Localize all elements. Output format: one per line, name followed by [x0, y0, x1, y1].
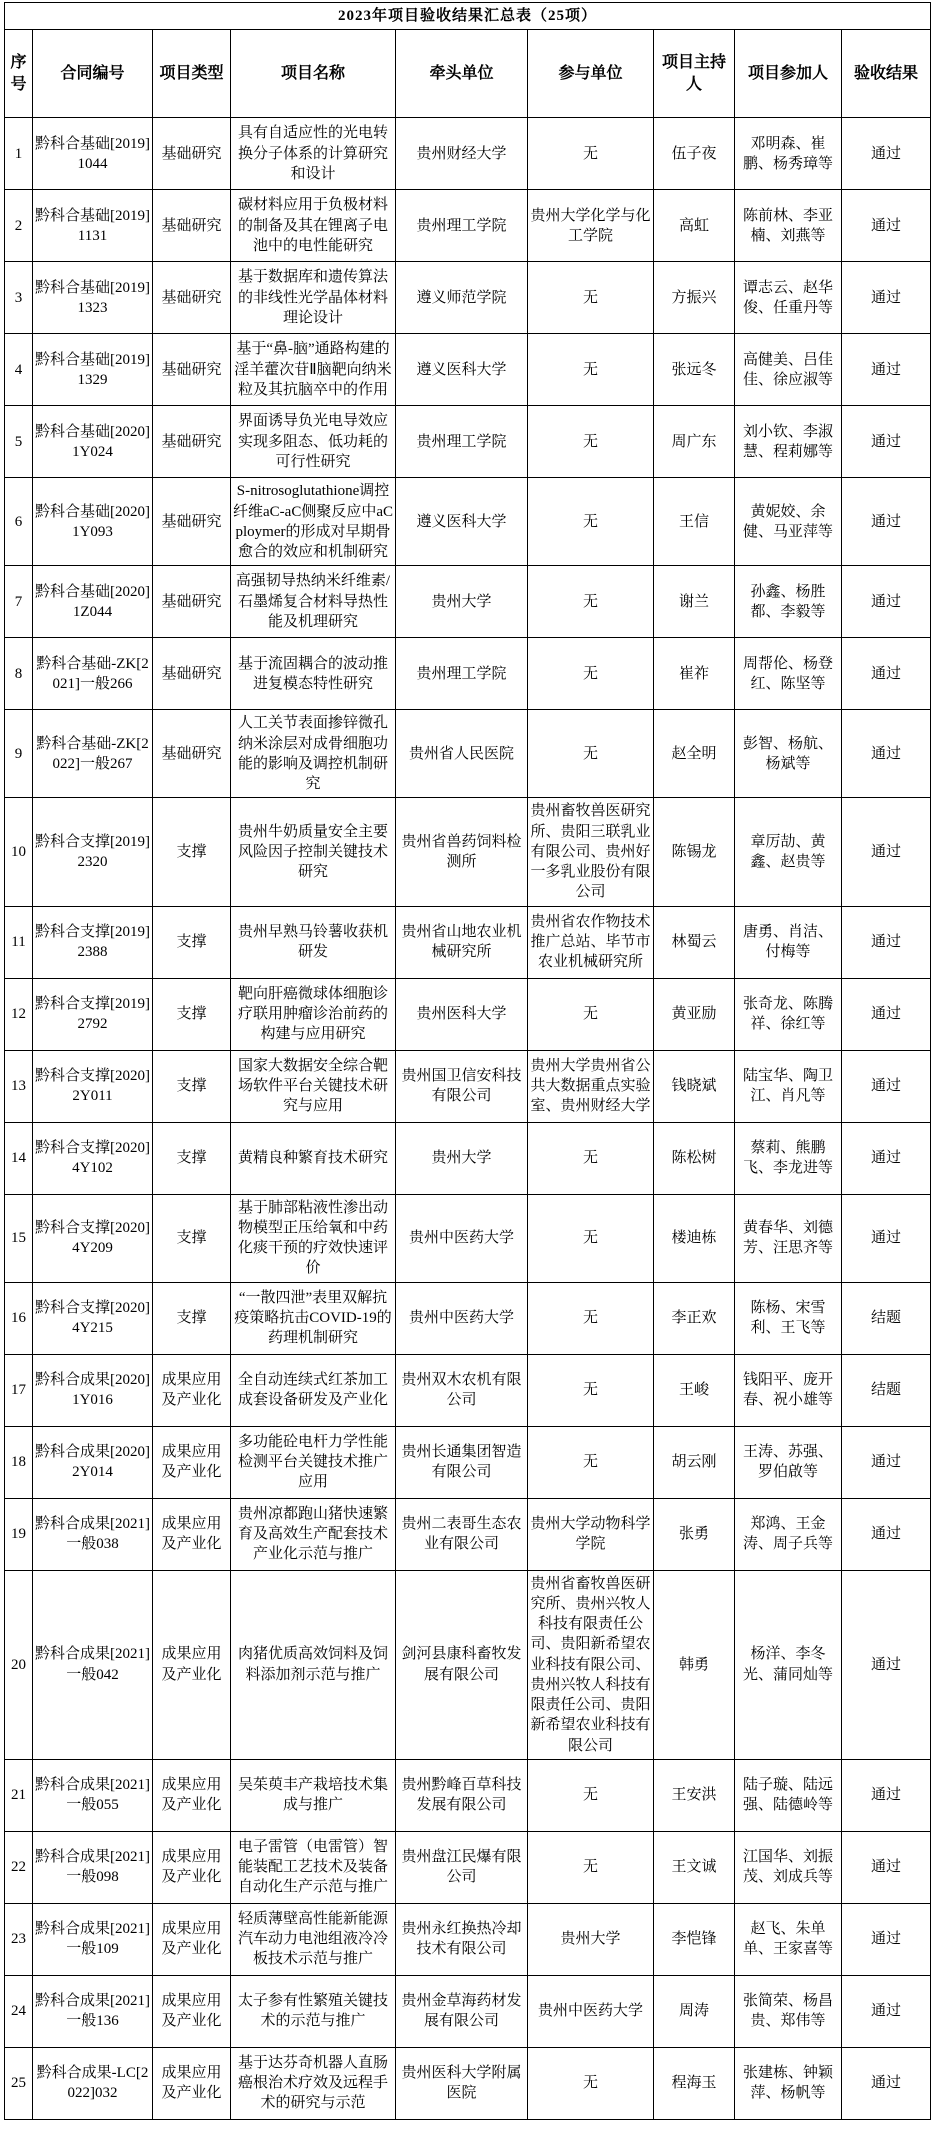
cell-lead: 遵义师范学院 — [396, 262, 528, 334]
cell-leader: 黄亚励 — [654, 978, 735, 1050]
header-leader: 项目主持人 — [654, 30, 735, 118]
table-row — [5, 1426, 931, 1498]
cell-partner: 贵州大学贵州省公共大数据重点实验室、贵州财经大学 — [528, 1050, 654, 1122]
cell-name: 基于流固耦合的波动推进复模态特性研究 — [231, 638, 396, 710]
table-row — [5, 1194, 931, 1282]
cell-name: S-nitrosoglutathione调控纤维aC-aC侧聚反应中aC ploymer的形成对早期骨愈合的效应和机制研究 — [231, 478, 396, 566]
cell-participants: 张建栋、钟颖萍、杨帆等 — [735, 2047, 842, 2119]
cell-lead: 贵州中医药大学 — [396, 1282, 528, 1354]
cell-participants: 张奇龙、陈腾祥、徐红等 — [735, 978, 842, 1050]
cell-leader: 王文诚 — [654, 1831, 735, 1903]
cell-contract: 黔科合成果[2021]一般136 — [33, 1975, 153, 2047]
cell-type: 基础研究 — [153, 262, 231, 334]
cell-participants: 邓明森、崔鹏、杨秀璋等 — [735, 118, 842, 190]
cell-no: 3 — [5, 262, 33, 334]
cell-result: 通过 — [842, 906, 931, 978]
cell-partner: 无 — [528, 2047, 654, 2119]
cell-result: 通过 — [842, 1831, 931, 1903]
cell-participants: 蔡莉、熊鹏飞、李龙进等 — [735, 1122, 842, 1194]
cell-no: 1 — [5, 118, 33, 190]
cell-result: 通过 — [842, 2047, 931, 2119]
cell-type: 支撑 — [153, 906, 231, 978]
cell-name: 轻质薄壁高性能新能源汽车动力电池组液冷冷板技术示范与推广 — [231, 1903, 396, 1975]
table-row — [5, 1354, 931, 1426]
cell-no: 17 — [5, 1354, 33, 1426]
cell-partner: 贵州大学化学与化工学院 — [528, 190, 654, 262]
cell-leader: 赵全明 — [654, 710, 735, 798]
cell-lead: 贵州医科大学 — [396, 978, 528, 1050]
table-row — [5, 710, 931, 798]
cell-participants: 张简荣、杨昌贵、郑伟等 — [735, 1975, 842, 2047]
cell-partner: 贵州大学动物科学学院 — [528, 1498, 654, 1570]
cell-participants: 江国华、刘振茂、刘成兵等 — [735, 1831, 842, 1903]
cell-name: 碳材料应用于负极材料的制备及其在锂离子电池中的电性能研究 — [231, 190, 396, 262]
cell-leader: 王信 — [654, 478, 735, 566]
cell-participants: 赵飞、朱单单、王家喜等 — [735, 1903, 842, 1975]
cell-name: 基于达芬奇机器人直肠癌根治术疗效及远程手术的研究与示范 — [231, 2047, 396, 2119]
cell-type: 基础研究 — [153, 190, 231, 262]
cell-no: 9 — [5, 710, 33, 798]
cell-name: 全自动连续式红茶加工成套设备研发及产业化 — [231, 1354, 396, 1426]
cell-lead: 贵州理工学院 — [396, 406, 528, 478]
cell-type: 支撑 — [153, 798, 231, 906]
cell-no: 5 — [5, 406, 33, 478]
cell-no: 12 — [5, 978, 33, 1050]
cell-partner: 无 — [528, 1831, 654, 1903]
cell-partner: 无 — [528, 710, 654, 798]
cell-no: 20 — [5, 1570, 33, 1759]
table-body — [5, 118, 931, 2120]
cell-type: 基础研究 — [153, 406, 231, 478]
header-row — [5, 30, 931, 118]
table-row — [5, 906, 931, 978]
title-row — [5, 3, 931, 30]
cell-result: 通过 — [842, 798, 931, 906]
cell-leader: 陈锡龙 — [654, 798, 735, 906]
cell-result: 通过 — [842, 1759, 931, 1831]
cell-participants: 王涛、苏强、罗伯啟等 — [735, 1426, 842, 1498]
cell-leader: 林蜀云 — [654, 906, 735, 978]
cell-partner: 无 — [528, 566, 654, 638]
cell-contract: 黔科合成果[2021]一般109 — [33, 1903, 153, 1975]
cell-name: 靶向肝癌微球体细胞诊疗联用肿瘤诊治前药的构建与应用研究 — [231, 978, 396, 1050]
cell-name: 贵州牛奶质量安全主要风险因子控制关键技术研究 — [231, 798, 396, 906]
table-row — [5, 334, 931, 406]
cell-result: 通过 — [842, 710, 931, 798]
cell-result: 通过 — [842, 1122, 931, 1194]
page-title: 2023年项目验收结果汇总表（25项） — [5, 3, 931, 30]
table-row — [5, 1759, 931, 1831]
cell-name: 基于“鼻-脑”通路构建的淫羊藿次苷Ⅱ脑靶向纳米粒及其抗脑卒中的作用 — [231, 334, 396, 406]
cell-name: 人工关节表面掺锌微孔纳米涂层对成骨细胞功能的影响及调控机制研究 — [231, 710, 396, 798]
cell-partner: 无 — [528, 978, 654, 1050]
cell-no: 25 — [5, 2047, 33, 2119]
cell-lead: 贵州大学 — [396, 1122, 528, 1194]
cell-leader: 王安洪 — [654, 1759, 735, 1831]
table-row — [5, 478, 931, 566]
cell-lead: 贵州黔峰百草科技发展有限公司 — [396, 1759, 528, 1831]
cell-contract: 黔科合成果[2021]一般055 — [33, 1759, 153, 1831]
cell-lead: 贵州永红换热冷却技术有限公司 — [396, 1903, 528, 1975]
cell-participants: 陈杨、宋雪利、王飞等 — [735, 1282, 842, 1354]
cell-type: 成果应用及产业化 — [153, 1759, 231, 1831]
cell-type: 成果应用及产业化 — [153, 2047, 231, 2119]
cell-type: 成果应用及产业化 — [153, 1903, 231, 1975]
cell-leader: 程海玉 — [654, 2047, 735, 2119]
table-row — [5, 118, 931, 190]
cell-leader: 谢兰 — [654, 566, 735, 638]
cell-contract: 黔科合支撑[2020]4Y102 — [33, 1122, 153, 1194]
cell-participants: 高健美、吕佳佳、徐应淑等 — [735, 334, 842, 406]
cell-contract: 黔科合支撑[2019]2388 — [33, 906, 153, 978]
cell-partner: 无 — [528, 1282, 654, 1354]
cell-partner: 贵州中医药大学 — [528, 1975, 654, 2047]
cell-contract: 黔科合支撑[2020]2Y011 — [33, 1050, 153, 1122]
cell-name: 基于肺部粘液性渗出动物模型正压给氧和中药化痰干预的疗效快速评价 — [231, 1194, 396, 1282]
cell-type: 支撑 — [153, 1050, 231, 1122]
cell-lead: 遵义医科大学 — [396, 334, 528, 406]
table-row — [5, 2047, 931, 2119]
header-lead-unit: 牵头单位 — [396, 30, 528, 118]
cell-type: 基础研究 — [153, 118, 231, 190]
cell-no: 19 — [5, 1498, 33, 1570]
cell-type: 基础研究 — [153, 478, 231, 566]
table-row — [5, 262, 931, 334]
cell-name: 多功能砼电杆力学性能检测平台关键技术推广应用 — [231, 1426, 396, 1498]
cell-no: 21 — [5, 1759, 33, 1831]
cell-lead: 贵州二表哥生态农业有限公司 — [396, 1498, 528, 1570]
header-no: 序号 — [5, 30, 33, 118]
cell-no: 15 — [5, 1194, 33, 1282]
cell-lead: 贵州金草海药材发展有限公司 — [396, 1975, 528, 2047]
cell-result: 通过 — [842, 1194, 931, 1282]
cell-contract: 黔科合成果[2021]一般038 — [33, 1498, 153, 1570]
cell-result: 通过 — [842, 478, 931, 566]
cell-partner: 无 — [528, 478, 654, 566]
cell-lead: 贵州国卫信安科技有限公司 — [396, 1050, 528, 1122]
table-row — [5, 1122, 931, 1194]
cell-participants: 彭智、杨航、杨斌等 — [735, 710, 842, 798]
cell-lead: 贵州大学 — [396, 566, 528, 638]
cell-no: 4 — [5, 334, 33, 406]
cell-participants: 陆子璇、陆远强、陆德岭等 — [735, 1759, 842, 1831]
table-row — [5, 566, 931, 638]
cell-no: 11 — [5, 906, 33, 978]
cell-partner: 无 — [528, 118, 654, 190]
cell-contract: 黔科合成果-LC[2022]032 — [33, 2047, 153, 2119]
cell-participants: 黄春华、刘德芳、汪思齐等 — [735, 1194, 842, 1282]
cell-participants: 章厉劼、黄鑫、赵贵等 — [735, 798, 842, 906]
header-partner-unit: 参与单位 — [528, 30, 654, 118]
cell-name: 国家大数据安全综合靶场软件平台关键技术研究与应用 — [231, 1050, 396, 1122]
cell-partner: 无 — [528, 406, 654, 478]
table-row — [5, 1831, 931, 1903]
cell-participants: 孙鑫、杨胜都、李毅等 — [735, 566, 842, 638]
cell-leader: 张远冬 — [654, 334, 735, 406]
cell-leader: 伍子夜 — [654, 118, 735, 190]
table-row — [5, 190, 931, 262]
cell-type: 支撑 — [153, 1194, 231, 1282]
cell-result: 通过 — [842, 406, 931, 478]
cell-participants: 谭志云、赵华俊、任重丹等 — [735, 262, 842, 334]
cell-name: 贵州凉都跑山猪快速繁育及高效生产配套技术产业化示范与推广 — [231, 1498, 396, 1570]
cell-contract: 黔科合支撑[2020]4Y209 — [33, 1194, 153, 1282]
cell-type: 基础研究 — [153, 566, 231, 638]
cell-leader: 陈松树 — [654, 1122, 735, 1194]
cell-name: “一散四泄”表里双解抗疫策略抗击COVID-19的药理机制研究 — [231, 1282, 396, 1354]
table-row — [5, 798, 931, 906]
cell-leader: 韩勇 — [654, 1570, 735, 1759]
cell-participants: 钱阳平、庞开春、祝小雄等 — [735, 1354, 842, 1426]
cell-lead: 贵州医科大学附属医院 — [396, 2047, 528, 2119]
cell-partner: 无 — [528, 1354, 654, 1426]
cell-type: 基础研究 — [153, 334, 231, 406]
acceptance-results-table — [4, 2, 931, 2120]
cell-participants: 杨洋、李冬光、蒲同灿等 — [735, 1570, 842, 1759]
cell-type: 成果应用及产业化 — [153, 1426, 231, 1498]
cell-leader: 周涛 — [654, 1975, 735, 2047]
cell-no: 18 — [5, 1426, 33, 1498]
cell-name: 吴茱萸丰产栽培技术集成与推广 — [231, 1759, 396, 1831]
cell-partner: 无 — [528, 638, 654, 710]
table-row — [5, 1282, 931, 1354]
cell-lead: 贵州省人民医院 — [396, 710, 528, 798]
cell-result: 结题 — [842, 1354, 931, 1426]
cell-contract: 黔科合基础-ZK[2021]一般266 — [33, 638, 153, 710]
cell-participants: 黄妮姣、余健、马亚萍等 — [735, 478, 842, 566]
cell-result: 通过 — [842, 118, 931, 190]
cell-leader: 张勇 — [654, 1498, 735, 1570]
cell-type: 支撑 — [153, 1282, 231, 1354]
cell-result: 结题 — [842, 1282, 931, 1354]
cell-contract: 黔科合成果[2021]一般098 — [33, 1831, 153, 1903]
cell-contract: 黔科合基础-ZK[2022]一般267 — [33, 710, 153, 798]
cell-participants: 唐勇、肖洁、付梅等 — [735, 906, 842, 978]
cell-type: 成果应用及产业化 — [153, 1570, 231, 1759]
cell-contract: 黔科合基础[2020]1Y093 — [33, 478, 153, 566]
cell-leader: 李恺锋 — [654, 1903, 735, 1975]
cell-type: 成果应用及产业化 — [153, 1975, 231, 2047]
table-row — [5, 1570, 931, 1759]
cell-partner: 贵州大学 — [528, 1903, 654, 1975]
cell-result: 通过 — [842, 1975, 931, 2047]
cell-result: 通过 — [842, 190, 931, 262]
cell-contract: 黔科合基础[2019]1044 — [33, 118, 153, 190]
header-name: 项目名称 — [231, 30, 396, 118]
cell-participants: 陈前林、李亚楠、刘燕等 — [735, 190, 842, 262]
cell-contract: 黔科合基础[2019]1329 — [33, 334, 153, 406]
cell-type: 成果应用及产业化 — [153, 1498, 231, 1570]
table-row — [5, 978, 931, 1050]
cell-name: 电子雷管（电雷管）智能装配工艺技术及装备自动化生产示范与推广 — [231, 1831, 396, 1903]
cell-contract: 黔科合基础[2019]1131 — [33, 190, 153, 262]
cell-contract: 黔科合成果[2020]2Y014 — [33, 1426, 153, 1498]
cell-leader: 钱晓斌 — [654, 1050, 735, 1122]
header-result: 验收结果 — [842, 30, 931, 118]
cell-no: 6 — [5, 478, 33, 566]
cell-participants: 刘小钦、李淑慧、程莉娜等 — [735, 406, 842, 478]
cell-result: 通过 — [842, 1050, 931, 1122]
cell-contract: 黔科合基础[2020]1Z044 — [33, 566, 153, 638]
header-contract: 合同编号 — [33, 30, 153, 118]
cell-contract: 黔科合基础[2020]1Y024 — [33, 406, 153, 478]
cell-name: 界面诱导负光电导效应实现多阻态、低功耗的可行性研究 — [231, 406, 396, 478]
table-row — [5, 1498, 931, 1570]
cell-partner: 无 — [528, 1122, 654, 1194]
cell-lead: 贵州财经大学 — [396, 118, 528, 190]
cell-lead: 贵州理工学院 — [396, 638, 528, 710]
cell-no: 14 — [5, 1122, 33, 1194]
cell-lead: 遵义医科大学 — [396, 478, 528, 566]
cell-contract: 黔科合成果[2021]一般042 — [33, 1570, 153, 1759]
cell-no: 24 — [5, 1975, 33, 2047]
cell-lead: 贵州中医药大学 — [396, 1194, 528, 1282]
cell-result: 通过 — [842, 978, 931, 1050]
cell-result: 通过 — [842, 566, 931, 638]
cell-lead: 贵州双木农机有限公司 — [396, 1354, 528, 1426]
cell-contract: 黔科合支撑[2019]2320 — [33, 798, 153, 906]
cell-leader: 楼迪栋 — [654, 1194, 735, 1282]
cell-lead: 贵州省兽药饲料检测所 — [396, 798, 528, 906]
cell-name: 黄精良种繁育技术研究 — [231, 1122, 396, 1194]
cell-leader: 周广东 — [654, 406, 735, 478]
cell-name: 具有自适应性的光电转换分子体系的计算研究和设计 — [231, 118, 396, 190]
cell-result: 通过 — [842, 638, 931, 710]
cell-type: 基础研究 — [153, 710, 231, 798]
cell-partner: 无 — [528, 1194, 654, 1282]
cell-leader: 王峻 — [654, 1354, 735, 1426]
cell-result: 通过 — [842, 334, 931, 406]
cell-result: 通过 — [842, 1498, 931, 1570]
cell-result: 通过 — [842, 1426, 931, 1498]
cell-no: 8 — [5, 638, 33, 710]
cell-no: 16 — [5, 1282, 33, 1354]
cell-partner: 无 — [528, 1759, 654, 1831]
cell-participants: 陆宝华、陶卫江、肖凡等 — [735, 1050, 842, 1122]
table-row — [5, 638, 931, 710]
cell-partner: 贵州省畜牧兽医研究所、贵州兴牧人科技有限责任公司、贵阳新希望农业科技有限公司、贵州兴牧人科技有限责任公司、贵阳新希望农业科技有限公司 — [528, 1570, 654, 1759]
cell-partner: 无 — [528, 334, 654, 406]
cell-name: 贵州早熟马铃薯收获机研发 — [231, 906, 396, 978]
cell-no: 7 — [5, 566, 33, 638]
cell-result: 通过 — [842, 262, 931, 334]
cell-partner: 无 — [528, 262, 654, 334]
cell-name: 高强韧导热纳米纤维素/石墨烯复合材料导热性能及机理研究 — [231, 566, 396, 638]
cell-contract: 黔科合支撑[2019]2792 — [33, 978, 153, 1050]
cell-no: 22 — [5, 1831, 33, 1903]
table-row — [5, 1975, 931, 2047]
cell-no: 10 — [5, 798, 33, 906]
cell-type: 成果应用及产业化 — [153, 1354, 231, 1426]
cell-partner: 贵州畜牧兽医研究所、贵阳三联乳业有限公司、贵州好一多乳业股份有限公司 — [528, 798, 654, 906]
cell-result: 通过 — [842, 1903, 931, 1975]
cell-leader: 方振兴 — [654, 262, 735, 334]
cell-type: 成果应用及产业化 — [153, 1831, 231, 1903]
header-type: 项目类型 — [153, 30, 231, 118]
cell-participants: 周帮伦、杨登红、陈坚等 — [735, 638, 842, 710]
cell-lead: 贵州省山地农业机械研究所 — [396, 906, 528, 978]
cell-no: 2 — [5, 190, 33, 262]
header-participants: 项目参加人 — [735, 30, 842, 118]
cell-contract: 黔科合成果[2020]1Y016 — [33, 1354, 153, 1426]
cell-lead: 剑河县康科畜牧发展有限公司 — [396, 1570, 528, 1759]
cell-type: 支撑 — [153, 978, 231, 1050]
cell-leader: 高虹 — [654, 190, 735, 262]
table-row — [5, 1050, 931, 1122]
cell-name: 太子参有性繁殖关键技术的示范与推广 — [231, 1975, 396, 2047]
cell-lead: 贵州盘江民爆有限公司 — [396, 1831, 528, 1903]
table-row — [5, 1903, 931, 1975]
cell-leader: 崔祚 — [654, 638, 735, 710]
cell-partner: 贵州省农作物技术推广总站、毕节市农业机械研究所 — [528, 906, 654, 978]
cell-lead: 贵州长通集团智造有限公司 — [396, 1426, 528, 1498]
cell-leader: 李正欢 — [654, 1282, 735, 1354]
cell-no: 13 — [5, 1050, 33, 1122]
cell-contract: 黔科合基础[2019]1323 — [33, 262, 153, 334]
cell-no: 23 — [5, 1903, 33, 1975]
cell-name: 肉猪优质高效饲料及饲料添加剂示范与推广 — [231, 1570, 396, 1759]
cell-participants: 郑鸿、王金涛、周子兵等 — [735, 1498, 842, 1570]
cell-type: 基础研究 — [153, 638, 231, 710]
cell-leader: 胡云刚 — [654, 1426, 735, 1498]
cell-name: 基于数据库和遗传算法的非线性光学晶体材料理论设计 — [231, 262, 396, 334]
cell-contract: 黔科合支撑[2020]4Y215 — [33, 1282, 153, 1354]
cell-lead: 贵州理工学院 — [396, 190, 528, 262]
cell-partner: 无 — [528, 1426, 654, 1498]
table-row — [5, 406, 931, 478]
cell-result: 通过 — [842, 1570, 931, 1759]
cell-type: 支撑 — [153, 1122, 231, 1194]
